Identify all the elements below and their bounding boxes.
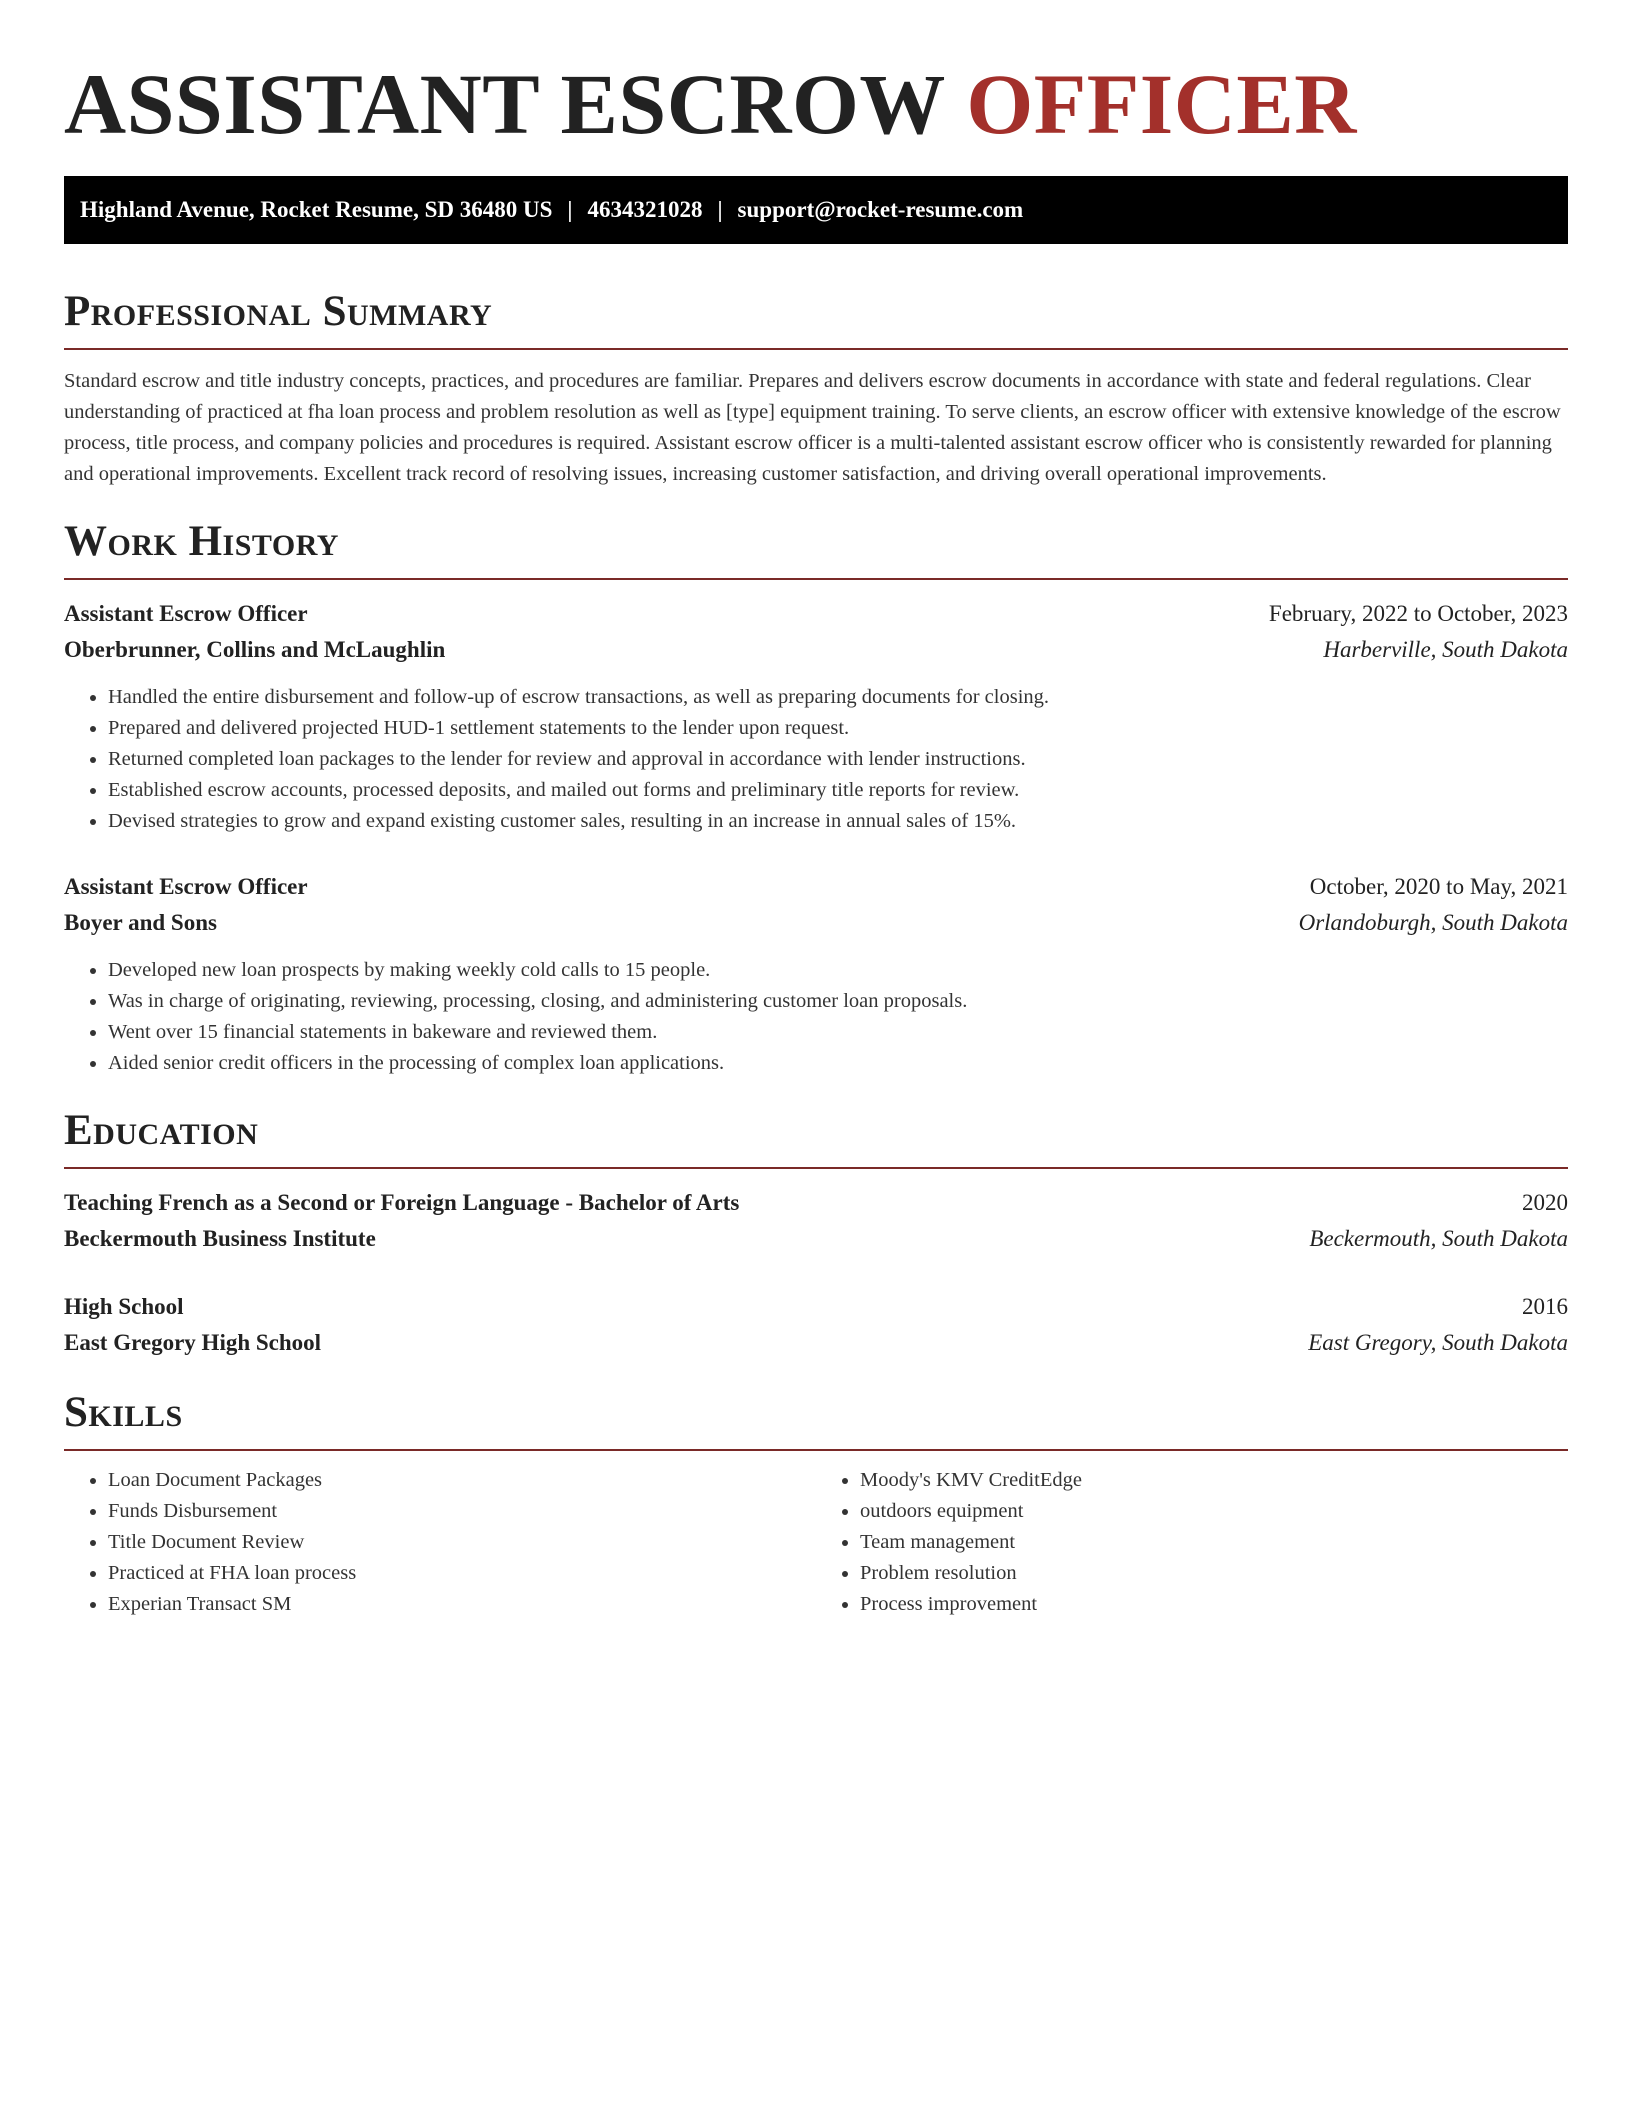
school-location: East Gregory, South Dakota (1308, 1330, 1568, 1355)
list-item: • Title Document Review (108, 1527, 816, 1558)
education-year: 2016 (1522, 1294, 1568, 1319)
job-entry (64, 596, 1568, 837)
job-title: Assistant Escrow Officer (64, 601, 308, 626)
school-name: East Gregory High School (64, 1330, 322, 1355)
degree: High School (64, 1294, 184, 1319)
list-item: • outdoors equipment (860, 1496, 1568, 1527)
school-name: Beckermouth Business Institute (64, 1226, 376, 1251)
resume-page (64, 0, 1568, 1620)
list-item: • Returned completed loan packages to the lender for review and approval in accordance with lender instructions. (108, 744, 1568, 775)
list-item: • Practiced at FHA loan process (108, 1558, 816, 1589)
list-item: • Aided senior credit officers in the processing of complex loan applications. (108, 1048, 1568, 1079)
list-item: • Team management (860, 1527, 1568, 1558)
section-heading: Skills (64, 1389, 183, 1436)
job-entry (64, 869, 1568, 1079)
list-item: • Went over 15 financial statements in bakeware and reviewed them. (108, 1017, 1568, 1048)
job-company: Oberbrunner, Collins and McLaughlin (64, 637, 446, 662)
list-item: • Was in charge of originating, reviewing, processing, closing, and administering customer loan proposals. (108, 986, 1568, 1017)
job-company: Boyer and Sons (64, 910, 217, 935)
skills-list-right (816, 1465, 1568, 1620)
section-divider (64, 1167, 1568, 1169)
summary-section (64, 286, 1568, 490)
list-item: • Process improvement (860, 1589, 1568, 1620)
list-item: • Experian Transact SM (108, 1589, 816, 1620)
list-item: • Funds Disbursement (108, 1496, 816, 1527)
list-item: • Established escrow accounts, processed deposits, and mailed out forms and preliminary title reports for review. (108, 775, 1568, 806)
skills-section (64, 1387, 1568, 1620)
title-accent: OFFICER (966, 56, 1357, 152)
contact-email: support@rocket-resume.com (737, 197, 1024, 222)
title-main: ASSISTANT ESCROW (64, 56, 945, 152)
list-item: • Moody's KMV CreditEdge (860, 1465, 1568, 1496)
education-year: 2020 (1522, 1190, 1568, 1215)
work-history-section (64, 516, 1568, 1079)
job-bullets (64, 682, 1568, 837)
section-divider (64, 348, 1568, 350)
list-item: • Handled the entire disbursement and follow-up of escrow transactions, as well as preparing documents for closing. (108, 682, 1568, 713)
job-dates: October, 2020 to May, 2021 (1309, 874, 1568, 899)
resume-title (64, 58, 1568, 150)
section-divider (64, 1449, 1568, 1451)
section-heading: Work History (64, 518, 339, 565)
contact-bar (64, 176, 1568, 244)
education-entry (64, 1289, 1568, 1361)
job-location: Orlandoburgh, South Dakota (1298, 910, 1568, 935)
section-divider (64, 578, 1568, 580)
job-dates: February, 2022 to October, 2023 (1268, 601, 1568, 626)
job-title: Assistant Escrow Officer (64, 874, 308, 899)
list-item: • Developed new loan prospects by making weekly cold calls to 15 people. (108, 955, 1568, 986)
section-heading: Education (64, 1107, 259, 1154)
contact-separator: | (567, 197, 573, 222)
degree: Teaching French as a Second or Foreign Language - Bachelor of Arts (64, 1190, 740, 1215)
education-entry (64, 1185, 1568, 1257)
skills-list-left (64, 1465, 816, 1620)
contact-address: Highland Avenue, Rocket Resume, SD 36480 US (80, 197, 553, 222)
contact-separator: | (717, 197, 723, 222)
section-heading: Professional Summary (64, 288, 493, 335)
list-item: • Problem resolution (860, 1558, 1568, 1589)
skills-columns (64, 1465, 1568, 1620)
contact-phone: 4634321028 (587, 197, 703, 222)
job-location: Harberville, South Dakota (1323, 637, 1568, 662)
education-section (64, 1105, 1568, 1361)
list-item: • Loan Document Packages (108, 1465, 816, 1496)
job-bullets (64, 955, 1568, 1079)
summary-text: Standard escrow and title industry concepts, practices, and procedures are familiar. Prepares and delivers escrow documents in accordance with state and federal regulations. Clear understanding of practiced at fha loan process and problem resolution as well as [type] equipment training. To serve clients, an escrow officer with extensive knowledge of the escrow process, title process, and company policies and procedures is required. Assistant escrow officer is a multi-talented assistant escrow officer who is consistently rewarded for planning and operational improvements. Excellent track record of resolving issues, increasing customer satisfaction, and driving overall operational improvements. (64, 370, 1561, 485)
list-item: • Prepared and delivered projected HUD-1 settlement statements to the lender upon request. (108, 713, 1568, 744)
list-item: • Devised strategies to grow and expand existing customer sales, resulting in an increase in annual sales of 15%. (108, 806, 1568, 837)
school-location: Beckermouth, South Dakota (1309, 1226, 1568, 1251)
